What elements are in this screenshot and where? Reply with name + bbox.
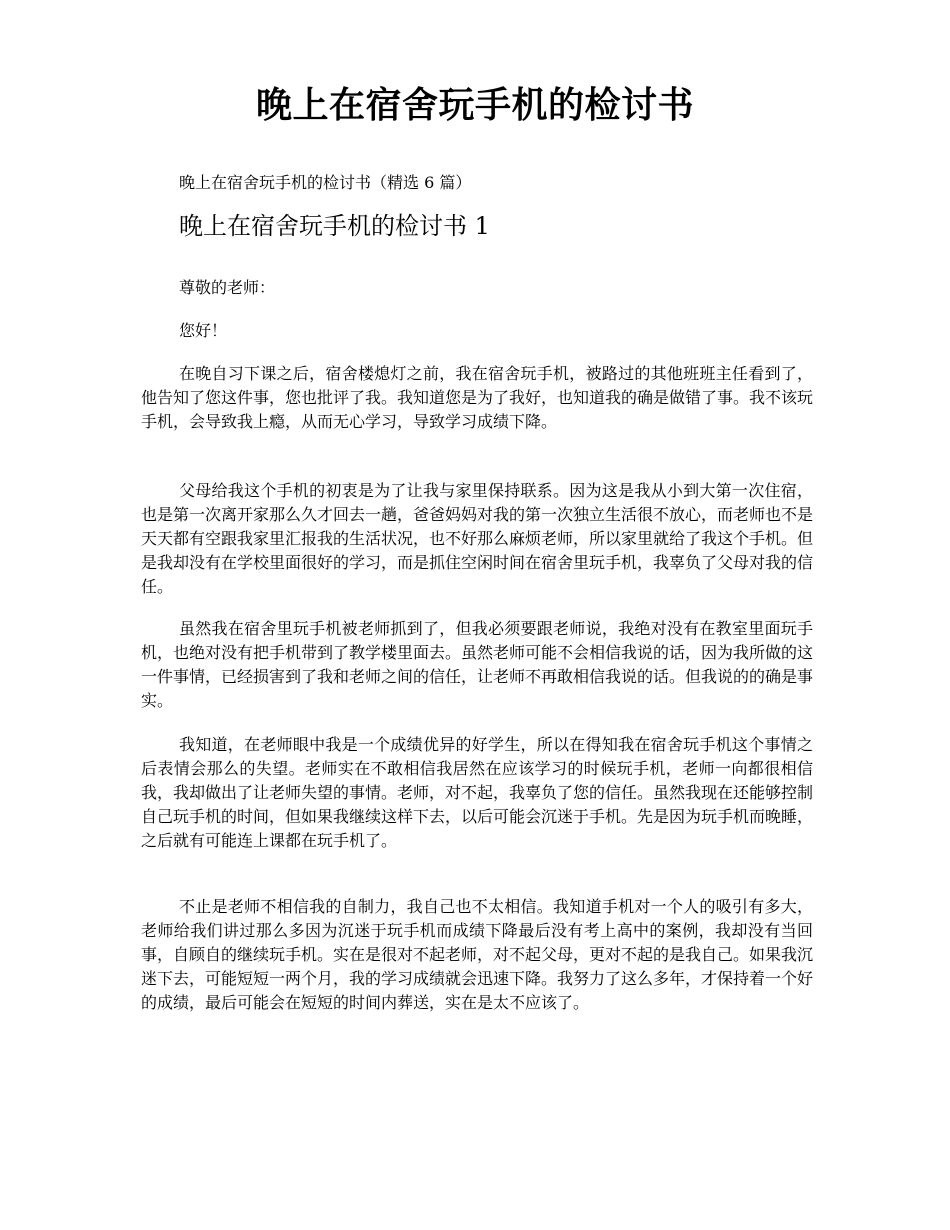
document-subtitle: 晚上在宿舍玩手机的检讨书（精选 6 篇） [179, 173, 472, 192]
body-paragraph-1: 在晚自习下课之后，宿舍楼熄灯之前，我在宿舍玩手机，被路过的其他班班主任看到了，他告知了您这件事，您也批评了我。我知道您是为了我好，也知道我的确是做错了事。我不该玩手机，会导致我上瘾，从而无心学习，导致学习成绩下降。 [141, 364, 814, 431]
body-paragraph-3: 虽然我在宿舍里玩手机被老师抓到了，但我必须要跟老师说，我绝对没有在教室里面玩手机，也绝对没有把手机带到了教学楼里面去。虽然老师可能不会相信我说的话，因为我所做的这一件事情，已经损害到了我和老师之间的信任，让老师不再敢相信我说的话。但我说的的确是事实。 [141, 619, 814, 710]
body-paragraph-5: 不止是老师不相信我的自制力，我自己也不太相信。我知道手机对一个人的吸引有多大，老师给我们讲过那么多因为沉迷于玩手机而成绩下降最后没有考上高中的案例，我却没有当回事，自顾自的继续玩手机。实在是很对不起老师，对不起父母，更对不起的是我自己。如果我沉迷下去，可能短短一两个月，我的学习成绩就会迅速下降。我努力了这么多年，才保持着一个好的成绩，最后可能会在短短的时间内葬送，实在是太不应该了。 [141, 897, 814, 1012]
greeting: 您好！ [179, 321, 228, 340]
section-heading: 晚上在宿舍玩手机的检讨书 1 [179, 212, 490, 240]
body-paragraph-4: 我知道，在老师眼中我是一个成绩优异的好学生，所以在得知我在宿舍玩手机这个事情之后表情会那么的失望。老师实在不敢相信我居然在应该学习的时候玩手机，老师一向都很相信我，我却做出了让老师失望的事情。老师，对不起，我辜负了您的信任。虽然我现在还能够控制自己玩手机的时间，但如果我继续这样下去，以后可能会沉迷于手机。先是因为玩手机而晚睡，之后就有可能连上课都在玩手机了。 [141, 735, 814, 850]
document-title: 晚上在宿舍玩手机的检讨书 [255, 84, 694, 126]
body-paragraph-2: 父母给我这个手机的初衷是为了让我与家里保持联系。因为这是我从小到大第一次住宿，也是第一次离开家那么久才回去一趟，爸爸妈妈对我的第一次独立生活很不放心，而老师也不是天天都有空跟我家里汇报我的生活状况，也不好那么麻烦老师，所以家里就给了我这个手机。但是我却没有在学校里面很好的学习，而是抓住空闲时间在宿舍里玩手机，我辜负了父母对我的信任。 [141, 481, 814, 596]
salutation: 尊敬的老师： [179, 278, 276, 297]
